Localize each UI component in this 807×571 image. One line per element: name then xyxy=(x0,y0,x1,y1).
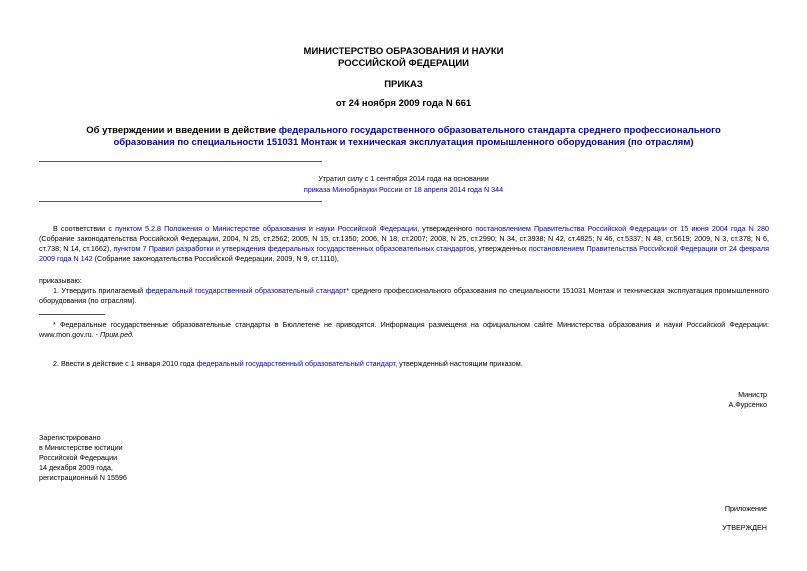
registration-line-3: Российской Федерации xyxy=(39,453,118,462)
item-1-text: . xyxy=(134,296,137,305)
registration-number: регистрационный N 15596 xyxy=(39,473,127,482)
rules-link[interactable]: пунктом 7 Правил разработки и утверждения федеральных государственных образовательных стандартов xyxy=(113,244,475,253)
standard-link[interactable]: федеральный государственный образовательный стандарт xyxy=(145,286,347,295)
divider-line xyxy=(39,161,322,162)
footnote-divider xyxy=(39,314,105,315)
divider-line xyxy=(39,201,322,202)
registration-line-2: в Министерстве юстиции xyxy=(39,443,123,452)
preamble-text: , утвержденного xyxy=(417,224,476,233)
ministry-line-2: РОССИЙСКОЙ ФЕДЕРАЦИИ xyxy=(337,58,469,69)
appendix-label: Приложение xyxy=(724,504,767,513)
preamble-paragraph xyxy=(39,224,769,264)
signature-role: Министр xyxy=(738,390,767,399)
government-decree-280-link[interactable]: постановлением Правительства Российской Федерации от 15 июня 2004 года N 280 xyxy=(475,224,769,233)
document-type: ПРИКАЗ xyxy=(384,79,423,90)
item-1-paragraph xyxy=(39,286,769,306)
title-standard-link[interactable]: федерального государственного образовательного стандарта среднего профессионального образования по специальности 151031 Монтаж и техническая эксплуатация промышленного оборудования (по отраслям) xyxy=(113,125,721,148)
registration-line-4: 14 декабря 2009 года, xyxy=(39,463,113,472)
preamble-text: , утвержденных xyxy=(474,244,529,253)
footnote-paragraph xyxy=(39,320,769,340)
editor-note: Прим.ред. xyxy=(99,330,134,339)
item-2-text: 2. Ввести в действие с 1 января 2010 года xyxy=(53,359,197,368)
status-note-link-wrap xyxy=(0,185,807,195)
preamble-text: (Собрание законодательства Российской Федерации, 2004, N 25, ст.2562; 2005, N 15, ст.1350; 2006, N 18, ст.2007; 2008, N 25, ст.2990; N 34, ст.3938; N 42, ст.4825; N 46, ст.5337; N 48, ст.5619; 2009, N 3, ст.378; N 6, ст.738; N 14, ст.1662), xyxy=(39,234,769,253)
preamble-text: В соответствии с xyxy=(53,224,116,233)
item-1-text: * среднего профессионального образования по специальности 151031 Монтаж и техническая эксплуатация промышленного оборудования (по отраслям) xyxy=(39,286,769,305)
item-2-text: , утвержденный настоящим приказом. xyxy=(395,359,523,368)
repeal-order-link[interactable]: приказа Минобрнауки России от 18 апреля 2014 года N 344 xyxy=(303,185,504,194)
signature-name: А.Фурсенко xyxy=(728,400,767,409)
footnote-text: * Федеральные государственные образовательные стандарты в Бюллетене не приводятся. Информация размещена на официальном сайте Министерства образования и науки Российской Федерации: www.mon.gov.ru. - xyxy=(39,320,769,339)
ministry-line-1: МИНИСТЕРСТВО ОБРАЗОВАНИЯ И НАУКИ xyxy=(303,46,504,57)
document-date: от 24 ноября 2009 года N 661 xyxy=(335,98,472,109)
status-note-line: Утратил силу с 1 сентября 2014 года на основании xyxy=(318,174,489,183)
item-1-text: 1. Утвердить прилагаемый xyxy=(53,286,146,295)
approved-label: УТВЕРЖДЕН xyxy=(722,523,767,532)
preamble-text: (Собрание законодательства Российской Федерации, 2009, N 9, ст.1110), xyxy=(92,254,339,263)
order-word: приказываю: xyxy=(39,276,82,285)
government-decree-142-link[interactable]: постановлением Правительства Российской Федерации от 24 февраля 2009 года N 142 xyxy=(39,244,770,263)
registration-line-1: Зарегистрировано xyxy=(39,433,101,442)
item-2-paragraph xyxy=(39,359,769,369)
title-prefix: Об утверждении и введении в действие xyxy=(86,125,279,136)
regulation-link[interactable]: пунктом 5.2.8 Положения о Министерстве образования и науки Российской Федерации xyxy=(115,224,418,233)
standard-link[interactable]: федеральный государственный образовательный стандарт xyxy=(196,359,396,368)
document-title xyxy=(60,125,747,149)
